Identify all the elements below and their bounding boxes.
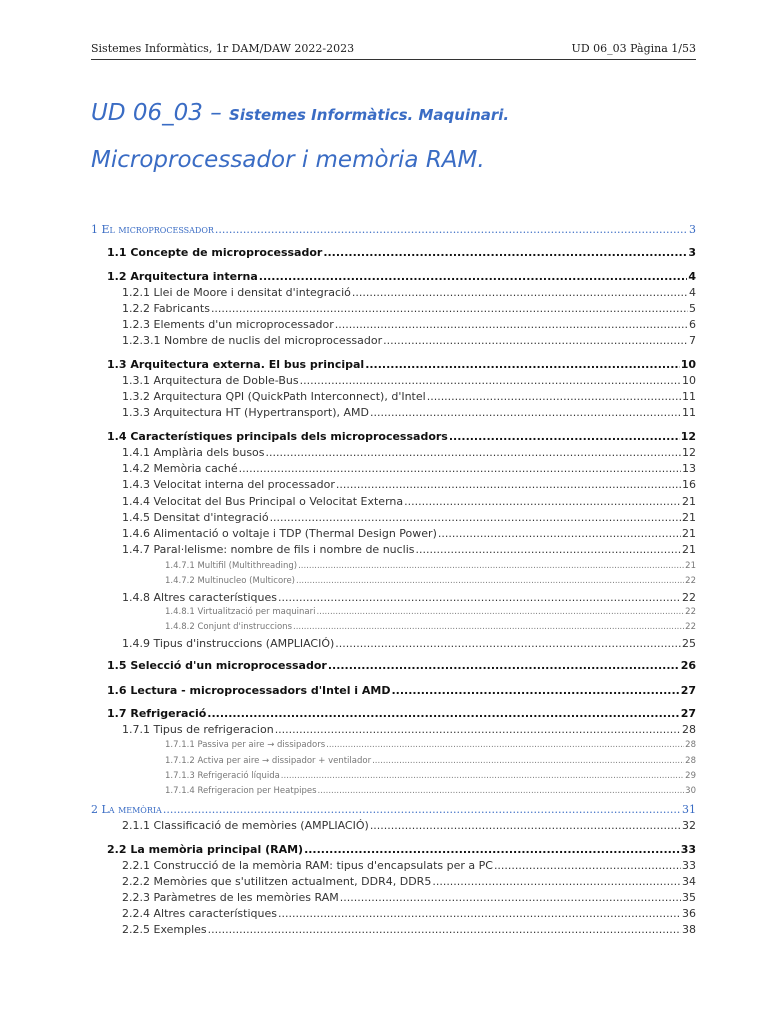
toc-entry[interactable]: 2 La memòria ..... 31 [91, 803, 696, 816]
toc-entry[interactable]: 1.4.4 Velocitat del Bus Principal o Velocitat Externa ..... 21 [122, 495, 696, 508]
toc-entry[interactable]: 1.7 Refrigeració ..... 27 [107, 707, 696, 720]
header-course: Sistemes Informàtics, 1r DAM/DAW 2022-2023 [91, 42, 355, 55]
toc-entry[interactable]: 1.4.8.1 Virtualització per maquinari ..... 22 [165, 607, 696, 617]
toc-entry[interactable]: 1.7.1.4 Refrigeracion per Heatpipes ..... 30 [165, 786, 696, 796]
document-subtitle: Microprocessador i memòria RAM. [91, 147, 485, 173]
toc-entry[interactable]: 2.2.3 Paràmetres de les memòries RAM ..... 35 [122, 891, 696, 904]
toc-entry[interactable]: 2.2.2 Memòries que s'utilitzen actualment, DDR4, DDR5 ..... 34 [122, 875, 696, 888]
toc-entry[interactable]: 1.3.2 Arquitectura QPI (QuickPath Interconnect), d'Intel ..... 11 [122, 390, 696, 403]
toc-entry[interactable]: 1.4.7 Paral·lelisme: nombre de fils i nombre de nuclis ..... 21 [122, 543, 696, 556]
toc-entry[interactable]: 1.5 Selecció d'un microprocessador ..... 26 [107, 659, 696, 672]
toc-entry[interactable]: 1.2 Arquitectura interna ..... 4 [107, 270, 696, 283]
toc-entry[interactable]: 1.7.1.2 Activa per aire → dissipador + ventilador ..... 28 [165, 756, 696, 766]
toc-entry[interactable]: 1.1 Concepte de microprocessador ..... 3 [107, 246, 696, 259]
toc-entry[interactable]: 1.2.1 Llei de Moore i densitat d'integració ..... 4 [122, 286, 696, 299]
toc-entry[interactable]: 1.4.8 Altres característiques ..... 22 [122, 591, 696, 604]
toc-entry[interactable]: 1.3 Arquitectura externa. El bus principal ..... 10 [107, 358, 696, 371]
toc-entry[interactable]: 1.4.6 Alimentació o voltaje i TDP (Thermal Design Power) ..... 21 [122, 527, 696, 540]
toc-entry[interactable]: 1.4.1 Amplària dels busos ..... 12 [122, 446, 696, 459]
toc-entry[interactable]: 1.3.1 Arquitectura de Doble-Bus ..... 10 [122, 374, 696, 387]
toc-entry[interactable]: 2.2.5 Exemples ..... 38 [122, 923, 696, 936]
toc-entry[interactable]: 1.7.1.3 Refrigeració líquida ..... 29 [165, 771, 696, 781]
toc-entry[interactable]: 1.4.7.2 Multinucleo (Multicore) ..... 22 [165, 576, 696, 586]
toc-entry[interactable]: 1.2.2 Fabricants ..... 5 [122, 302, 696, 315]
subject-title: Sistemes Informàtics. Maquinari. [229, 106, 510, 124]
toc-entry[interactable]: 1.4.8.2 Conjunt d'instruccions ..... 22 [165, 622, 696, 632]
toc-entry[interactable]: 1.7.1.1 Passiva per aire → dissipadors ..... 28 [165, 740, 696, 750]
toc-entry[interactable]: 1.4 Característiques principals dels microprocessadors ..... 12 [107, 430, 696, 443]
toc-entry[interactable]: 1.7.1 Tipus de refrigeracion ..... 28 [122, 723, 696, 736]
toc-entry[interactable]: 1.4.9 Tipus d'instruccions (AMPLIACIÓ) ..... 25 [122, 637, 696, 650]
toc-entry[interactable]: 1.4.5 Densitat d'integració ..... 21 [122, 511, 696, 524]
toc-entry[interactable]: 1.4.2 Memòria caché ..... 13 [122, 462, 696, 475]
unit-code: UD 06_03 – [91, 100, 222, 126]
toc-entry[interactable]: 2.2.4 Altres característiques ..... 36 [122, 907, 696, 920]
toc-entry[interactable]: 2.1.1 Classificació de memòries (AMPLIACIÓ) ..... 32 [122, 819, 696, 832]
header-page-number: UD 06_03 Pàgina 1/53 [571, 42, 696, 55]
toc-entry[interactable]: 1.6 Lectura - microprocessadors d'Intel i AMD ..... 27 [107, 684, 696, 697]
toc-entry[interactable]: 1.2.3 Elements d'un microprocessador ..... 6 [122, 318, 696, 331]
toc-entry[interactable]: 1 El microprocessador ..... 3 [91, 223, 696, 236]
toc-entry[interactable]: 1.2.3.1 Nombre de nuclis del microprocessador ..... 7 [122, 334, 696, 347]
toc-entry[interactable]: 2.2 La memòria principal (RAM) ..... 33 [107, 843, 696, 856]
toc-entry[interactable]: 1.4.3 Velocitat interna del processador ..... 16 [122, 478, 696, 491]
toc-entry[interactable]: 1.4.7.1 Multifil (Multithreading) ..... 21 [165, 561, 696, 571]
toc-entry[interactable]: 1.3.3 Arquitectura HT (Hypertransport), AMD ..... 11 [122, 406, 696, 419]
toc-entry[interactable]: 2.2.1 Construcció de la memòria RAM: tipus d'encapsulats per a PC ..... 33 [122, 859, 696, 872]
